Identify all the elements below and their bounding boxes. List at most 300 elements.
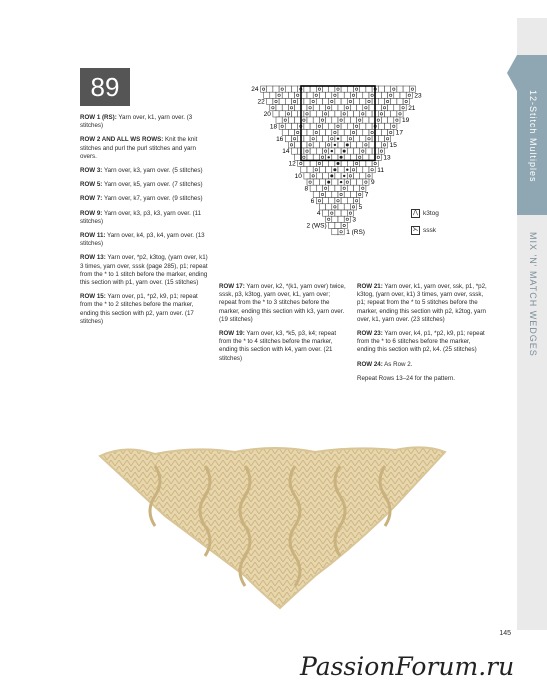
chart-cell xyxy=(323,198,329,204)
chart-row-label: 1 (RS) xyxy=(346,228,365,236)
chart-cell xyxy=(347,185,353,191)
chart-cell xyxy=(319,92,325,98)
chart-cell xyxy=(344,105,350,111)
purl-symbol xyxy=(340,156,342,158)
chart-cell xyxy=(285,98,291,104)
instruction-row-text: Yarn over, k2, *(k1, yarn over) twice, sssk, p3, k3tog, yarn over, k1, yarn over; repeat from the * to 3 stitches before the marker, ending this section with k3, yarn over. (19 stitches) xyxy=(219,283,346,323)
chart-cell xyxy=(375,105,381,111)
chart-cell xyxy=(378,123,384,129)
chart-cell xyxy=(369,167,375,173)
chart-cell xyxy=(397,111,403,117)
instruction-row-heading: ROW 9: xyxy=(80,209,103,217)
chart-cell xyxy=(350,179,356,185)
chart-cell xyxy=(304,148,310,154)
chart-cell xyxy=(323,148,329,154)
chart-cell xyxy=(344,179,350,185)
chart-cell xyxy=(338,216,344,222)
purl-symbol xyxy=(334,144,336,146)
purl-symbol xyxy=(331,150,333,152)
chart-row-label: 20 xyxy=(263,111,271,118)
instruction-row xyxy=(80,254,208,287)
chart-cell xyxy=(388,117,394,123)
chart-cell xyxy=(304,123,310,129)
chart-cell xyxy=(363,167,369,173)
chart-cell xyxy=(354,136,360,142)
instruction-row-heading: ROW 15: xyxy=(80,293,106,301)
chart-cell xyxy=(276,105,282,111)
chart-cell xyxy=(304,173,310,179)
chart-cell xyxy=(285,111,291,117)
chart-cell xyxy=(357,142,363,148)
chart-cell xyxy=(366,148,372,154)
chart-cell xyxy=(304,160,310,166)
chart-cell xyxy=(354,148,360,154)
instruction-row xyxy=(80,210,208,226)
chart-cell xyxy=(329,123,335,129)
legend-k3tog xyxy=(411,209,439,218)
instructions-column-2 xyxy=(219,283,349,369)
chart-cell xyxy=(310,173,316,179)
chart-cell xyxy=(307,154,313,160)
chapter-tab-label: MIX 'N' MATCH WEDGES xyxy=(528,232,538,357)
chart-cell xyxy=(285,136,291,142)
chart-cell xyxy=(344,117,350,123)
chart-cell xyxy=(360,173,366,179)
chart-cell xyxy=(316,160,322,166)
chart-row-label: 2 (WS) xyxy=(306,222,327,230)
chart-cell xyxy=(310,123,316,129)
chart-cell xyxy=(267,98,273,104)
chart-cell xyxy=(295,105,301,111)
chart-cell xyxy=(316,173,322,179)
chart-cell xyxy=(338,129,344,135)
chart-cell xyxy=(295,117,301,123)
chart-cell xyxy=(388,92,394,98)
instruction-row xyxy=(80,293,208,326)
chart-cell xyxy=(347,111,353,117)
chart-cell xyxy=(366,86,372,92)
chart-cell xyxy=(360,98,366,104)
chart-cell xyxy=(366,160,372,166)
chart-cell xyxy=(338,142,344,148)
chart-cell xyxy=(354,86,360,92)
chart-cell xyxy=(375,142,381,148)
chart-cell xyxy=(341,160,347,166)
chart-cell xyxy=(313,105,319,111)
purl-symbol xyxy=(337,138,339,140)
instruction-row-text: Yarn over, k4, p3, k4, yarn over. (13 stitches) xyxy=(80,232,205,248)
chart-cell xyxy=(357,167,363,173)
instruction-row xyxy=(80,114,208,130)
k3tog-symbol-icon: ⋀ xyxy=(411,209,420,218)
chart-cell xyxy=(335,173,341,179)
knitted-swatch-photo xyxy=(95,436,450,611)
chart-cell xyxy=(329,185,335,191)
chart-cell xyxy=(344,92,350,98)
chart-cell xyxy=(319,179,325,185)
chart-row-label: 17 xyxy=(395,129,404,137)
chart-cell xyxy=(323,210,329,216)
chart-cell xyxy=(350,129,356,135)
chart-cell xyxy=(338,229,344,235)
chart-cell xyxy=(360,160,366,166)
chart-cell xyxy=(316,198,322,204)
chart-cell xyxy=(375,154,381,160)
instruction-row xyxy=(80,232,208,248)
chart-cell xyxy=(282,105,288,111)
chart-cell xyxy=(304,98,310,104)
chart-cell xyxy=(307,105,313,111)
chart-cell xyxy=(341,185,347,191)
purl-symbol xyxy=(328,156,330,158)
purl-symbol xyxy=(337,162,339,164)
chart-cell xyxy=(292,98,298,104)
chart-cell xyxy=(360,148,366,154)
chart-cell xyxy=(341,136,347,142)
instruction-row-heading: ROW 11: xyxy=(80,232,106,240)
instruction-row xyxy=(219,283,349,324)
chart-cell xyxy=(363,179,369,185)
chart-cell xyxy=(326,117,332,123)
chart-cell xyxy=(288,129,294,135)
chart-cell xyxy=(319,129,325,135)
chart-cell xyxy=(313,92,319,98)
chart-cell xyxy=(261,86,267,92)
chart-cell xyxy=(341,222,347,228)
chart-cell xyxy=(381,129,387,135)
chart-cell xyxy=(310,160,316,166)
chart-cell xyxy=(391,111,397,117)
purl-symbol xyxy=(343,150,345,152)
chart-cell xyxy=(264,92,270,98)
instruction-row xyxy=(80,181,208,189)
sssk-symbol-icon: ⋋ xyxy=(412,227,419,233)
chart-cell xyxy=(313,191,319,197)
chart-cell xyxy=(276,117,282,123)
chart-cell xyxy=(313,117,319,123)
chart-cell xyxy=(313,142,319,148)
instruction-row-heading: ROW 17: xyxy=(219,283,245,290)
chart-cell xyxy=(347,98,353,104)
chart-cell xyxy=(338,191,344,197)
chart-cell xyxy=(378,111,384,117)
chart-row-label: 22 xyxy=(257,98,265,106)
legend-sssk-label: sssk xyxy=(423,227,436,234)
chart-row-label: 15 xyxy=(389,142,397,149)
chart-row-label: 16 xyxy=(276,135,284,143)
chart-cell xyxy=(357,92,363,98)
chart-cell xyxy=(326,105,332,111)
instruction-row-text: Yarn over, k3, *k5, p3, k4; repeat from the * to 4 stitches before the marker, ending this section with k4, yarn over. (21 stitches) xyxy=(219,330,337,362)
chart-cell xyxy=(360,136,366,142)
chart-cell xyxy=(403,98,409,104)
chart-cell xyxy=(347,148,353,154)
chart-cell xyxy=(316,136,322,142)
chart-cell xyxy=(304,86,310,92)
chart-row-label: 8 xyxy=(304,185,309,193)
chart-cell xyxy=(319,204,325,210)
chart-cell xyxy=(326,167,332,173)
chart-cell xyxy=(400,92,406,98)
chart-cell xyxy=(326,92,332,98)
chart-cell xyxy=(282,117,288,123)
purl-symbol xyxy=(334,169,336,171)
instruction-row-text: Yarn over, k3, yarn over. (5 stitches) xyxy=(102,167,203,175)
chart-cell xyxy=(363,92,369,98)
chart-cell xyxy=(319,154,325,160)
chart-cell xyxy=(344,204,350,210)
chart-cell xyxy=(347,160,353,166)
chart-cell xyxy=(403,86,409,92)
chart-cell xyxy=(319,117,325,123)
chart-cell xyxy=(354,198,360,204)
chart-cell xyxy=(391,123,397,129)
chart-cell xyxy=(319,105,325,111)
chart-cell xyxy=(323,111,329,117)
chart-cell xyxy=(354,98,360,104)
chart-cell xyxy=(357,105,363,111)
chart-cell xyxy=(391,98,397,104)
chart-cell xyxy=(326,191,332,197)
chart-cell xyxy=(279,98,285,104)
chart-cell xyxy=(363,129,369,135)
page-number: 145 xyxy=(499,630,511,637)
chart-cell xyxy=(350,167,356,173)
chart-cell xyxy=(307,167,313,173)
chart-cell xyxy=(323,160,329,166)
legend-k3tog-label: k3tog xyxy=(423,210,439,217)
chart-cell xyxy=(276,92,282,98)
chart-cell xyxy=(307,117,313,123)
chart-cell xyxy=(335,185,341,191)
chart-cell xyxy=(323,123,329,129)
instruction-row-heading: ROW 23: xyxy=(357,330,383,338)
chart-cell xyxy=(329,86,335,92)
chart-cell xyxy=(332,216,338,222)
chart-cell xyxy=(307,92,313,98)
chart-cell xyxy=(313,179,319,185)
chart-cell xyxy=(347,136,353,142)
chart-cell xyxy=(329,160,335,166)
chart-row-label: 23 xyxy=(414,92,422,100)
chart-row-label: 19 xyxy=(402,117,410,125)
instruction-row xyxy=(357,330,487,355)
pattern-number-badge: 89 xyxy=(80,68,130,106)
chart-cell xyxy=(335,148,341,154)
chart-cell xyxy=(388,105,394,111)
chart-cell xyxy=(366,98,372,104)
chart-cell xyxy=(335,86,341,92)
chart-cell xyxy=(347,198,353,204)
chart-cell xyxy=(366,111,372,117)
chart-cell xyxy=(332,154,338,160)
chart-cell xyxy=(316,148,322,154)
chart-cell xyxy=(375,117,381,123)
chart-cell xyxy=(394,117,400,123)
chart-cell xyxy=(323,173,329,179)
chart-cell xyxy=(310,148,316,154)
chart-cell xyxy=(292,86,298,92)
instructions-column-1 xyxy=(80,114,208,332)
chart-cell xyxy=(350,142,356,148)
chart-cell xyxy=(270,92,276,98)
chart-cell xyxy=(273,98,279,104)
chart-cell xyxy=(357,179,363,185)
chart-cell xyxy=(292,136,298,142)
instruction-row-text: Yarn over, k1, yarn over, ssk, p1, *p2, k3tog, (yarn over, k1) 3 times, yarn over, sssk, p1; repeat from the * to 5 stitches before the marker, ending this section with p2, k2tog, yarn over, k1, yarn over. (23 stitches) xyxy=(357,283,487,323)
watermark-text: PassionForum.ru xyxy=(300,652,515,681)
chart-cell xyxy=(292,111,298,117)
side-tab-notch xyxy=(507,55,517,91)
chart-row-label: 12 xyxy=(288,160,296,168)
chart-cell xyxy=(366,173,372,179)
instruction-row xyxy=(80,167,208,175)
chart-cell xyxy=(310,136,316,142)
purl-symbol xyxy=(328,181,330,183)
chart-cell xyxy=(310,185,316,191)
instruction-row-heading: ROW 1 (RS): xyxy=(80,114,117,121)
instruction-row-heading: ROW 2 AND ALL WS ROWS: xyxy=(80,136,164,144)
chart-cell xyxy=(363,105,369,111)
chart-cell xyxy=(335,210,341,216)
chart-cell xyxy=(319,167,325,173)
chart-row-label: 11 xyxy=(377,166,384,174)
chart-cell xyxy=(273,111,279,117)
chart-cell xyxy=(366,136,372,142)
chart-cell xyxy=(341,210,347,216)
chart-row-label: 14 xyxy=(282,148,290,156)
chart-cell xyxy=(307,129,313,135)
chart-cell xyxy=(335,111,341,117)
stitch-chart xyxy=(240,82,440,252)
chart-cell xyxy=(273,86,279,92)
chart-cell xyxy=(313,167,319,173)
chart-cell xyxy=(310,86,316,92)
chart-cell xyxy=(270,105,276,111)
chart-cell xyxy=(326,216,332,222)
chart-cell xyxy=(400,105,406,111)
chart-cell xyxy=(357,129,363,135)
chart-cell xyxy=(344,154,350,160)
chart-cell xyxy=(285,123,291,129)
chart-cell xyxy=(335,123,341,129)
chart-cell xyxy=(381,117,387,123)
chart-cell xyxy=(375,92,381,98)
chart-cell xyxy=(316,98,322,104)
chart-cell xyxy=(295,129,301,135)
chart-cell xyxy=(313,129,319,135)
chart-cell xyxy=(316,111,322,117)
chart-cell xyxy=(332,117,338,123)
chart-cell xyxy=(335,222,341,228)
chart-cell xyxy=(388,129,394,135)
chart-cell xyxy=(350,154,356,160)
chart-cell xyxy=(378,148,384,154)
chart-cell xyxy=(391,86,397,92)
instruction-row-text: Repeat Rows 13–24 for the pattern. xyxy=(357,374,456,382)
instruction-row-heading: ROW 5: xyxy=(80,181,103,189)
chart-cell xyxy=(366,123,372,129)
chart-cell xyxy=(288,142,294,148)
instruction-row-text: Yarn over, k5, yarn over. (7 stitches) xyxy=(102,181,203,189)
chart-cell xyxy=(288,92,294,98)
chart-cell xyxy=(350,92,356,98)
chart-cell xyxy=(329,222,335,228)
chart-cell xyxy=(329,98,335,104)
chart-cell xyxy=(394,105,400,111)
chart-cell xyxy=(354,173,360,179)
chart-cell xyxy=(341,111,347,117)
chart-cell xyxy=(338,105,344,111)
chart-cell xyxy=(350,105,356,111)
chart-cell xyxy=(406,92,412,98)
chart-cell xyxy=(360,123,366,129)
chart-cell xyxy=(378,98,384,104)
purl-symbol xyxy=(346,169,348,171)
chart-cell xyxy=(341,123,347,129)
section-tab-label[interactable]: 12-Stitch Multiples xyxy=(528,90,538,183)
chart-cell xyxy=(285,86,291,92)
instruction-row-text: As Row 2. xyxy=(382,360,413,368)
chart-cell xyxy=(354,111,360,117)
chart-cell xyxy=(332,204,338,210)
chart-cell xyxy=(381,142,387,148)
chart-cell xyxy=(341,86,347,92)
chart-cell xyxy=(332,105,338,111)
instruction-row-heading: ROW 21: xyxy=(357,283,383,290)
chart-cell xyxy=(332,191,338,197)
chart-cell xyxy=(375,129,381,135)
purl-symbol xyxy=(340,181,342,183)
chart-cell xyxy=(313,154,319,160)
instruction-row-text: Knit the knit stitches and purl the purl stitches and yarn overs. xyxy=(80,136,198,160)
chart-cell xyxy=(338,117,344,123)
chart-cell xyxy=(338,92,344,98)
chart-cell xyxy=(357,117,363,123)
chart-cell xyxy=(335,98,341,104)
chart-row-label: 3 xyxy=(352,216,357,224)
chart-row-label: 13 xyxy=(383,154,391,162)
chart-row-label: 24 xyxy=(251,86,259,94)
chart-cell xyxy=(385,136,391,142)
chart-cell xyxy=(378,86,384,92)
chart-cell xyxy=(360,86,366,92)
chart-cell xyxy=(385,86,391,92)
purl-symbol xyxy=(343,175,345,177)
chart-cell xyxy=(316,86,322,92)
chart-cell xyxy=(409,86,415,92)
chart-cell xyxy=(354,185,360,191)
chart-cell xyxy=(295,154,301,160)
chart-cell xyxy=(292,148,298,154)
instruction-row xyxy=(357,283,487,324)
chart-cell xyxy=(363,117,369,123)
chart-cell xyxy=(323,98,329,104)
chart-cell xyxy=(323,185,329,191)
chart-row-label: 9 xyxy=(371,179,375,187)
chart-cell xyxy=(360,111,366,117)
chart-cell xyxy=(319,142,325,148)
chart-cell xyxy=(344,191,350,197)
chart-cell xyxy=(326,142,332,148)
chart-cell xyxy=(326,129,332,135)
chart-row-label: 4 xyxy=(316,210,321,218)
instruction-row-heading: ROW 24: xyxy=(357,360,383,368)
chart-cell xyxy=(326,204,332,210)
chart-cell xyxy=(295,142,301,148)
chart-cell xyxy=(279,123,285,129)
chart-cell xyxy=(363,154,369,160)
